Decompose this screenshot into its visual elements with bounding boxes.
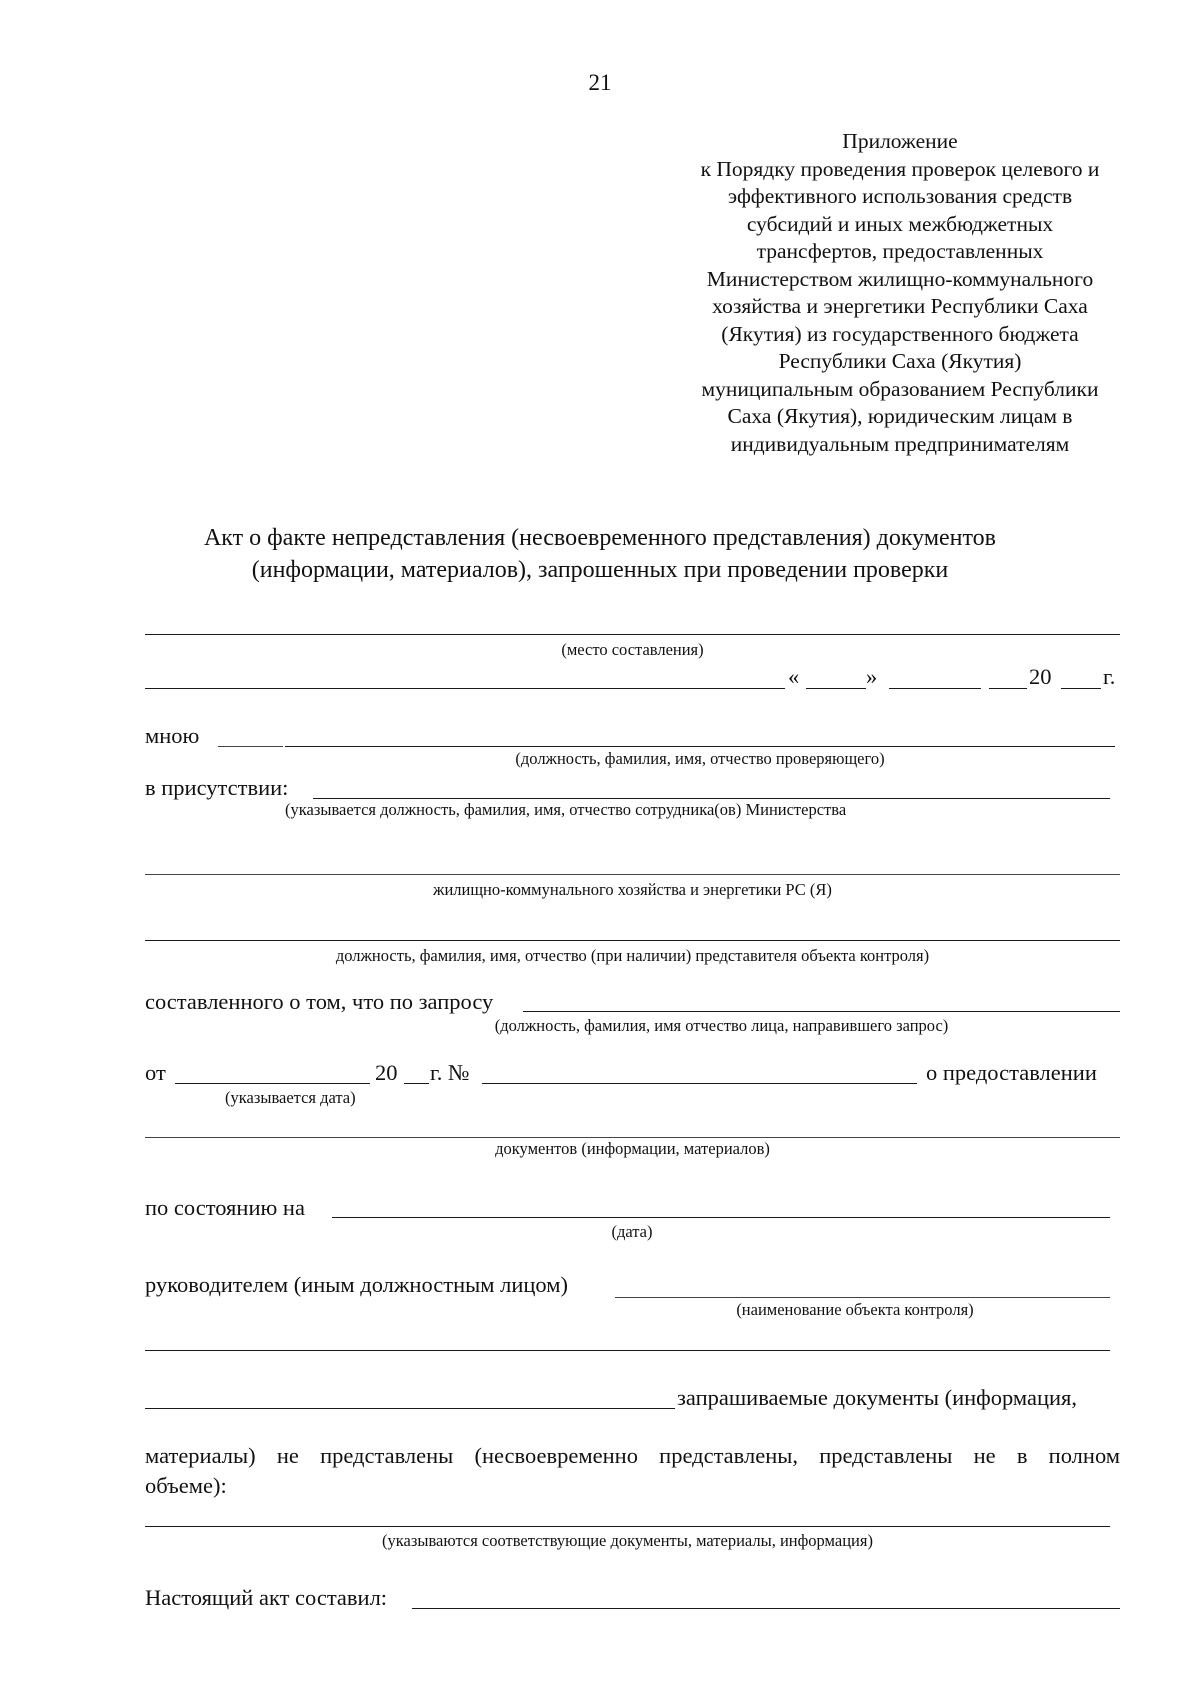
request-date-line[interactable] [175, 1083, 370, 1084]
appendix-line: хозяйства и энергетики Республики Саха [712, 294, 1088, 318]
inspector-caption: (должность, фамилия, имя, отчество проверяющего) [515, 749, 885, 768]
year2-prefix: 20 [375, 1060, 398, 1085]
date-place-line[interactable] [145, 688, 785, 689]
volume-label: объеме): [145, 1473, 227, 1498]
request-number-line[interactable] [482, 1083, 917, 1084]
docs-caption: (указываются соответствующие документы, материалы, информация) [382, 1531, 873, 1550]
year-prefix-line[interactable] [989, 688, 1027, 689]
appendix-line: индивидуальным предпринимателям [730, 431, 1070, 456]
inspector-field-line[interactable] [285, 746, 1115, 747]
appendix-line: Приложение [842, 129, 958, 153]
requester-caption: (должность, фамилия, имя отчество лица, направившего запрос) [494, 1016, 949, 1035]
appendix-line: муниципальным образованием Республики [701, 376, 1099, 401]
number-label: г. № [430, 1060, 470, 1085]
request-label: составленного о том, что по запросу [145, 989, 494, 1014]
requester-field-line[interactable] [523, 1011, 1120, 1012]
year-suffix: г. [1103, 664, 1116, 689]
representative-field-line[interactable] [145, 940, 1120, 941]
appendix-line: эффективного использования средств [727, 184, 1073, 208]
object-caption: (наименование объекта контроля) [736, 1300, 974, 1319]
staff-caption: (указывается должность, фамилия, имя, отчество сотрудника(ов) Министерства [285, 800, 847, 819]
appendix-line: Саха (Якутия), юридическим лицам в [727, 404, 1073, 428]
as-of-date-line[interactable] [332, 1217, 607, 1218]
object-field-line[interactable] [615, 1297, 1110, 1298]
documents-caption: документов (информации, материалов) [495, 1139, 770, 1158]
appendix-line: Республики Саха (Якутия) [778, 349, 1022, 373]
title-line-2: (информации, материалов), запрошенных при проведении проверки [251, 557, 949, 583]
inspector-line-short[interactable] [218, 746, 283, 747]
on-providing-label: о предоставлении [926, 1060, 1097, 1085]
compiled-by-field-line[interactable] [412, 1608, 1120, 1609]
compiled-by-label: Настоящий акт составил: [145, 1585, 388, 1610]
appendix-line: субсидий и иных межбюджетных [746, 211, 1054, 236]
appendix-header [680, 128, 1120, 458]
date-caption: (указывается дата) [225, 1088, 356, 1107]
by-me-label: мною [145, 723, 200, 748]
place-caption: (место составления) [561, 640, 704, 659]
ministry-caption: жилищно-коммунального хозяйства и энергетики РС (Я) [433, 880, 832, 899]
appendix-line: (Якутия) из государственного бюджета [721, 321, 1079, 346]
requested-docs-label: запрашиваемые документы (информация, [677, 1385, 1078, 1410]
not-provided-text: материалы) не представлены (несвоевременно представлены, представлены не в полном [145, 1443, 1120, 1468]
as-of-label: по состоянию на [145, 1195, 305, 1220]
docs-field-line[interactable] [145, 1526, 1110, 1527]
requested-docs-line[interactable] [145, 1408, 675, 1409]
title-line-1: Акт о факте непредставления (несвоевременного представления) документов [203, 525, 997, 551]
place-field-line[interactable] [145, 634, 1120, 635]
presence-field-line[interactable] [313, 798, 1110, 799]
object-continuation-line[interactable] [145, 1350, 1110, 1351]
appendix-line: к Порядку проведения проверок целевого и [700, 156, 1100, 181]
head-label: руководителем (иным должностным лицом) [145, 1272, 568, 1297]
year2-digits-line[interactable] [404, 1083, 429, 1084]
presence-label: в присутствии: [145, 775, 289, 800]
year-prefix: 20 [1029, 664, 1052, 689]
appendix-line: Министерством жилищно-коммунального [706, 266, 1094, 291]
ministry-field-line[interactable] [145, 874, 1120, 875]
representative-caption: должность, фамилия, имя, отчество (при наличии) представителя объекта контроля) [335, 946, 930, 965]
day-field-line[interactable] [806, 688, 866, 689]
document-title [0, 522, 1200, 586]
as-of-rest-line[interactable] [607, 1217, 1110, 1218]
page-number: 21 [588, 70, 612, 95]
month-field-line[interactable] [889, 688, 981, 689]
appendix-line: трансфертов, предоставленных [756, 239, 1044, 263]
year-digits-line[interactable] [1061, 688, 1101, 689]
as-of-date-caption: (дата) [611, 1222, 653, 1241]
documents-field-line[interactable] [145, 1137, 1120, 1138]
date-open-quote: « [788, 664, 800, 689]
date-close-quote: » [866, 664, 878, 689]
from-label: от [145, 1060, 166, 1085]
